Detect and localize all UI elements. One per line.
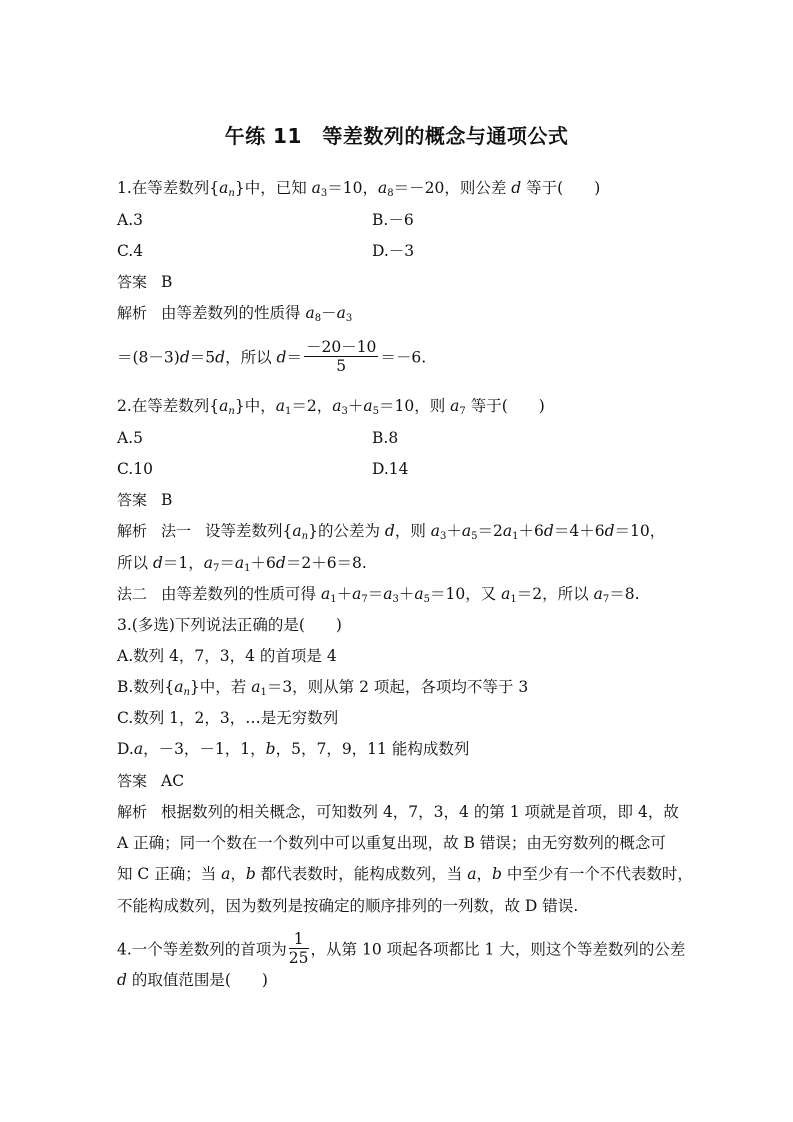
question-1-analysis-line-2: ＝(8－3)d＝5d，所以 d＝ $\frac{-20-10}{5}$ ＝－6. <box>117 338 427 375</box>
question-3-option-c[interactable]: C.数列 1，2，3，…是无穷数列 <box>117 709 339 727</box>
question-1-option-d[interactable]: D.－3 <box>372 242 415 260</box>
question-2-method-1-line-2: 所以 d＝1，$a_7=a_1+6d=2+6=8$. <box>117 554 367 574</box>
question-3-option-b[interactable]: B.数列$\{a_n\}$中，若 $a_1=3$，则从第 2 项起，各项均不等于 3 <box>117 678 529 698</box>
question-3-stem: 3.(多选)下列说法正确的是( ) <box>117 616 342 634</box>
question-3-analysis-line-4: 不能构成数列，因为数列是按确定的顺序排列的一列数，故 D 错误. <box>117 897 579 915</box>
question-1-stem: 1.在等差数列$\{a_n\}$中，已知 $a_3=10$，$a_8=-20$，则公差 d 等于( ) <box>117 179 601 199</box>
question-3-option-a[interactable]: A.数列 4，7，3，4 的首项是 4 <box>117 647 337 665</box>
question-2-option-b[interactable]: B.8 <box>372 429 399 447</box>
question-2-method-2: 法二 由等差数列的性质可得 $a_1+a_7=a_3+a_5=10$，又 $a_1=2$，所以 $a_7=8$. <box>117 585 640 605</box>
question-3-analysis-line-1: 解析 根据数列的相关概念，可知数列 4，7，3，4 的第 1 项就是首项，即 4，故 <box>117 803 679 821</box>
question-2-stem: 2.在等差数列$\{a_n\}$中，$a_1=2$，$a_3+a_5=10$，则 $a_7$ 等于( ) <box>117 397 545 417</box>
question-4-stem-line-2: d 的取值范围是( ) <box>117 971 268 989</box>
question-2-option-a[interactable]: A.5 <box>117 429 143 447</box>
question-1-option-b[interactable]: B.－6 <box>372 211 414 229</box>
question-3-analysis-line-3: 知 C 正确；当 a，b 都代表数时，能构成数列，当 a，b 中至少有一个不代表数时， <box>117 865 693 883</box>
question-2-answer: 答案 B <box>117 491 173 509</box>
question-2-option-d[interactable]: D.14 <box>372 460 409 478</box>
question-4-stem-line-1: 4.一个等差数列的首项为 $\frac{1}{25}$ ，从第 10 项起各项都比 1 大，则这个等差数列的公差 <box>117 930 686 967</box>
fraction: $\frac{-20-10}{5}$ <box>305 338 377 375</box>
question-1-option-c[interactable]: C.4 <box>117 242 144 260</box>
question-2-option-c[interactable]: C.10 <box>117 460 153 478</box>
question-1-option-a[interactable]: A.3 <box>117 211 143 229</box>
question-1-analysis-line-1: 解析 由等差数列的性质得 $a_8-a_3$ <box>117 304 353 324</box>
question-3-answer: 答案 AC <box>117 772 185 790</box>
question-3-option-d[interactable]: D.a，－3，－1，1，b，5，7，9，11 能构成数列 <box>117 740 470 758</box>
question-1-answer: 答案 B <box>117 273 173 291</box>
question-3-analysis-line-2: A 正确；同一个数在一个数列中可以重复出现，故 B 错误；由无穷数列的概念可 <box>117 834 666 852</box>
fraction: $\frac{1}{25}$ <box>288 930 309 967</box>
page-title: 午练 11 等差数列的概念与通项公式 <box>224 124 569 148</box>
question-2-method-1-line-1: 解析 法一 设等差数列$\{a_n\}$的公差为 d，则 $a_3+a_5=2a_1+6d=4+6d=10$， <box>117 522 666 542</box>
